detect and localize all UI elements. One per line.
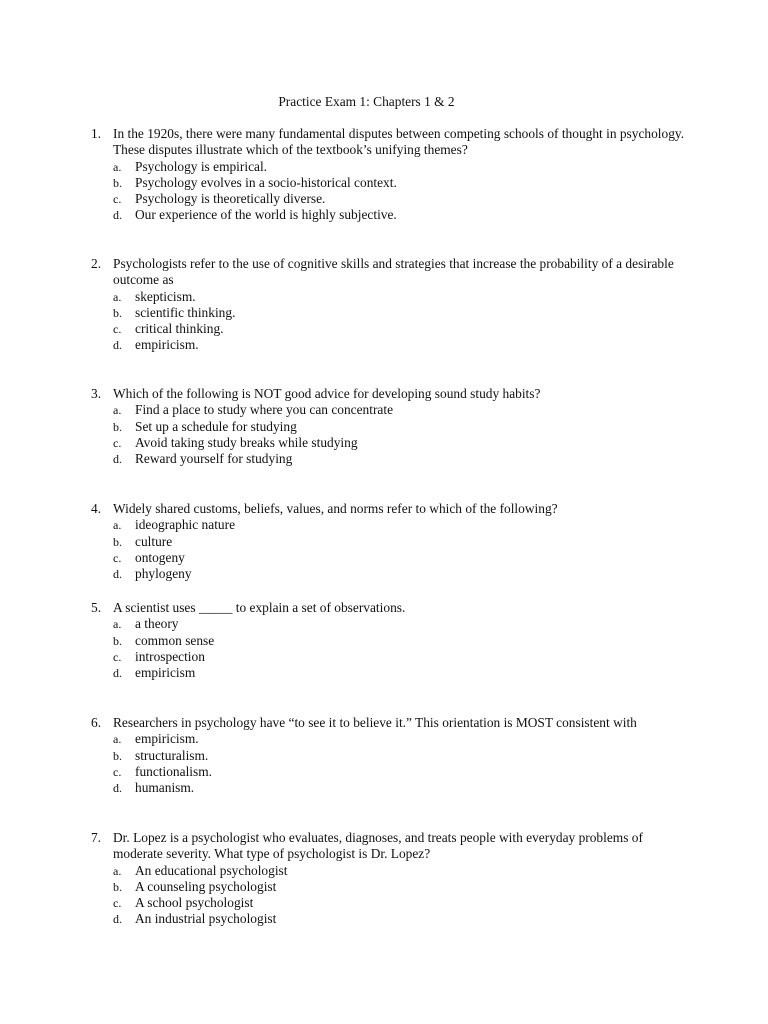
option-text: A school psychologist <box>135 895 254 911</box>
option-d <box>91 451 691 467</box>
question-7 <box>91 830 691 928</box>
option-c <box>91 321 691 337</box>
question-text: Psychologists refer to the use of cognitive skills and strategies that increase the probability of a desirable outcome as <box>113 256 674 288</box>
option-a <box>91 289 691 305</box>
option-a <box>91 731 691 747</box>
question-number: 7. <box>91 830 102 845</box>
option-letter: d. <box>113 912 122 927</box>
option-c <box>91 764 691 780</box>
option-c <box>91 649 691 665</box>
options-list <box>91 616 691 681</box>
question-5 <box>91 600 691 681</box>
option-a <box>91 402 691 418</box>
option-text: empiricism. <box>135 337 199 353</box>
option-text: Psychology evolves in a socio-historical context. <box>135 174 397 190</box>
option-b <box>91 748 691 764</box>
option-letter: c. <box>113 764 122 779</box>
question-number: 3. <box>91 386 102 401</box>
question-2 <box>91 256 691 354</box>
question-text: Researchers in psychology have “to see it to believe it.” This orientation is MOST consistent with <box>113 715 637 730</box>
option-letter: a. <box>113 617 122 632</box>
option-text: A counseling psychologist <box>135 878 277 894</box>
option-text: functionalism. <box>135 763 212 779</box>
option-d <box>91 911 691 927</box>
option-text: scientific thinking. <box>135 304 236 320</box>
question-number: 5. <box>91 600 102 615</box>
option-letter: b. <box>113 748 122 763</box>
option-b <box>91 175 691 191</box>
option-text: common sense <box>135 632 215 648</box>
option-text: humanism. <box>135 780 195 796</box>
option-letter: b. <box>113 879 122 894</box>
option-text: Reward yourself for studying <box>135 451 293 467</box>
option-letter: c. <box>113 322 122 337</box>
option-letter: b. <box>113 305 122 320</box>
option-letter: b. <box>113 419 122 434</box>
option-letter: a. <box>113 159 122 174</box>
question-number: 1. <box>91 126 102 141</box>
option-letter: a. <box>113 863 122 878</box>
question-text: In the 1920s, there were many fundamental disputes between competing schools of thought in psychology. These disputes illustrate which of the textbook’s unifying themes? <box>113 126 685 158</box>
options-list <box>91 731 691 796</box>
option-text: skepticism. <box>135 288 196 304</box>
option-a <box>91 616 691 632</box>
option-text: Our experience of the world is highly subjective. <box>135 207 397 223</box>
option-letter: a. <box>113 518 122 533</box>
question-6 <box>91 715 691 796</box>
option-letter: c. <box>113 435 122 450</box>
question-number: 6. <box>91 715 102 730</box>
option-letter: b. <box>113 534 122 549</box>
option-letter: d. <box>113 567 122 582</box>
question-number: 4. <box>91 501 102 516</box>
option-letter: b. <box>113 633 122 648</box>
option-text: empiricism. <box>135 731 199 747</box>
options-list <box>91 517 691 582</box>
option-d <box>91 780 691 796</box>
option-text: Psychology is theoretically diverse. <box>135 191 326 207</box>
option-letter: d. <box>113 452 122 467</box>
option-c <box>91 191 691 207</box>
question-1 <box>91 126 691 224</box>
option-text: structuralism. <box>135 747 209 763</box>
option-text: ideographic nature <box>135 517 236 533</box>
option-letter: d. <box>113 781 122 796</box>
option-b <box>91 419 691 435</box>
option-text: phylogeny <box>135 566 192 582</box>
option-b <box>91 534 691 550</box>
option-a <box>91 517 691 533</box>
question-text: A scientist uses _____ to explain a set of observations. <box>113 600 406 615</box>
options-list <box>91 159 691 224</box>
option-text: Set up a schedule for studying <box>135 418 297 434</box>
option-c <box>91 435 691 451</box>
question-number: 2. <box>91 256 102 271</box>
option-letter: b. <box>113 175 122 190</box>
option-letter: d. <box>113 208 122 223</box>
option-d <box>91 566 691 582</box>
option-d <box>91 337 691 353</box>
option-text: culture <box>135 533 173 549</box>
option-letter: a. <box>113 732 122 747</box>
option-text: critical thinking. <box>135 321 224 337</box>
question-4 <box>91 501 691 582</box>
option-text: introspection <box>135 648 205 664</box>
options-list <box>91 289 691 354</box>
option-text: a theory <box>135 616 179 632</box>
option-text: Psychology is empirical. <box>135 158 268 174</box>
exam-title: Practice Exam 1: Chapters 1 & 2 <box>278 94 455 109</box>
option-text: Find a place to study where you can concentrate <box>135 402 394 418</box>
option-c <box>91 895 691 911</box>
option-letter: c. <box>113 550 122 565</box>
option-text: ontogeny <box>135 549 185 565</box>
option-letter: c. <box>113 649 122 664</box>
option-b <box>91 305 691 321</box>
option-text: An educational psychologist <box>135 862 288 878</box>
question-3 <box>91 386 691 467</box>
option-b <box>91 633 691 649</box>
option-letter: a. <box>113 289 122 304</box>
option-a <box>91 863 691 879</box>
options-list <box>91 402 691 467</box>
option-text: An industrial psychologist <box>135 911 277 927</box>
question-text: Which of the following is NOT good advice for developing sound study habits? <box>113 386 541 401</box>
question-text: Dr. Lopez is a psychologist who evaluates, diagnoses, and treats people with everyday problems of moderate severity. What type of psychologist is Dr. Lopez? <box>113 830 643 862</box>
option-c <box>91 550 691 566</box>
option-d <box>91 207 691 223</box>
question-text: Widely shared customs, beliefs, values, and norms refer to which of the following? <box>113 501 558 516</box>
options-list <box>91 863 691 928</box>
option-letter: d. <box>113 338 122 353</box>
option-letter: a. <box>113 403 122 418</box>
option-text: empiricism <box>135 665 196 681</box>
option-letter: d. <box>113 666 122 681</box>
option-text: Avoid taking study breaks while studying <box>135 434 358 450</box>
option-letter: c. <box>113 896 122 911</box>
option-a <box>91 159 691 175</box>
option-d <box>91 665 691 681</box>
option-b <box>91 879 691 895</box>
option-letter: c. <box>113 192 122 207</box>
